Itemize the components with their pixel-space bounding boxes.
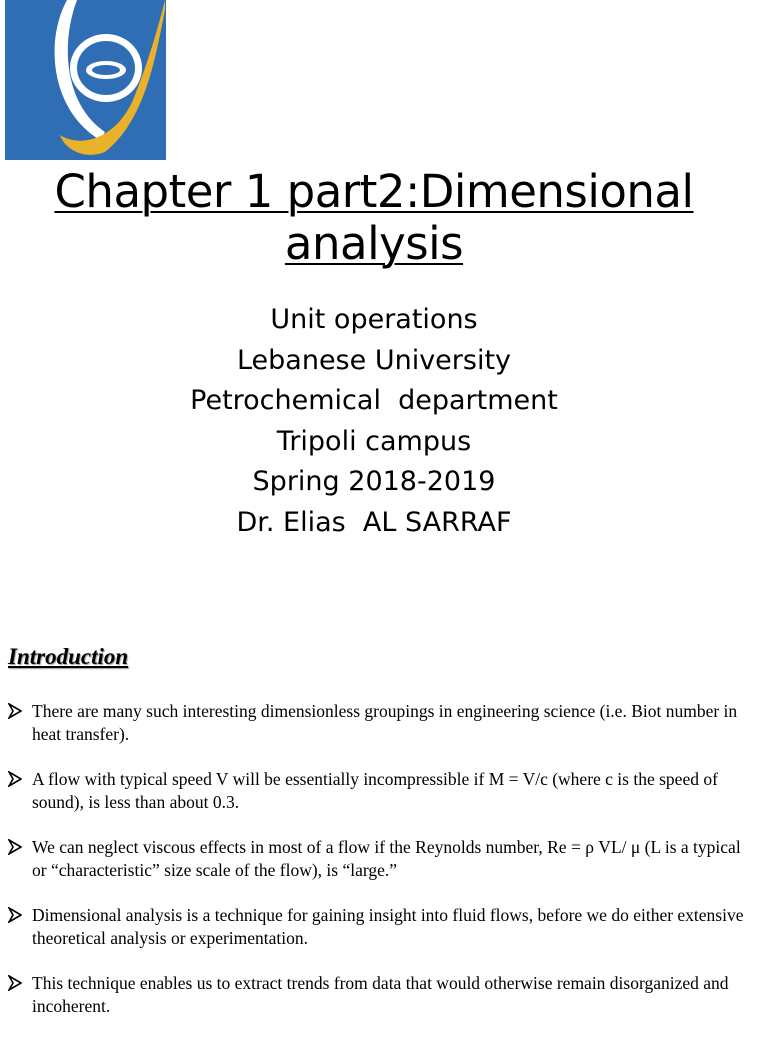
list-item	[8, 700, 748, 746]
bullet-text: A flow with typical speed V will be essentially incompressible if M = V/c (where c is the speed of sound), is less than about 0.3.	[32, 769, 718, 812]
arrow-bullet-icon	[8, 771, 22, 787]
university-logo-icon	[5, 0, 166, 160]
subtitle-department: Petrochemical department	[190, 385, 558, 417]
title-line-1: Chapter 1 part2:Dimensional	[54, 165, 694, 218]
subtitle-instructor: Dr. Elias AL SARRAF	[236, 506, 512, 538]
bullet-text: There are many such interesting dimensionless groupings in engineering science (i.e. Biot number in heat transfer).	[32, 701, 738, 744]
section-heading: Introduction	[8, 644, 129, 669]
bullet-text: This technique enables us to extract trends from data that would otherwise remain disorganized and incoherent.	[32, 973, 729, 1016]
subtitle-semester: Spring 2018-2019	[252, 466, 496, 498]
slide-title	[20, 166, 728, 270]
list-item	[8, 768, 748, 814]
bullet-list	[8, 700, 748, 1040]
introduction-slide	[0, 640, 768, 1024]
subtitle-course: Unit operations	[270, 304, 478, 335]
list-item	[8, 904, 748, 950]
list-item	[8, 972, 748, 1018]
arrow-bullet-icon	[8, 975, 22, 991]
slide-subtitle	[20, 300, 728, 544]
arrow-bullet-icon	[8, 907, 22, 923]
subtitle-university: Lebanese University	[236, 344, 512, 376]
bullet-text: Dimensional analysis is a technique for gaining insight into fluid flows, before we do either extensive theoretical analysis or experimentation.	[32, 905, 744, 948]
arrow-bullet-icon	[8, 839, 22, 855]
title-line-2: analysis	[284, 217, 464, 270]
subtitle-campus: Tripoli campus	[276, 425, 472, 457]
bullet-text: We can neglect viscous effects in most of a flow if the Reynolds number, Re = ρ VL/ μ (L is a typical or “characteristic” size scale of the flow), is “large.”	[32, 837, 741, 880]
list-item	[8, 836, 748, 882]
arrow-bullet-icon	[8, 703, 22, 719]
